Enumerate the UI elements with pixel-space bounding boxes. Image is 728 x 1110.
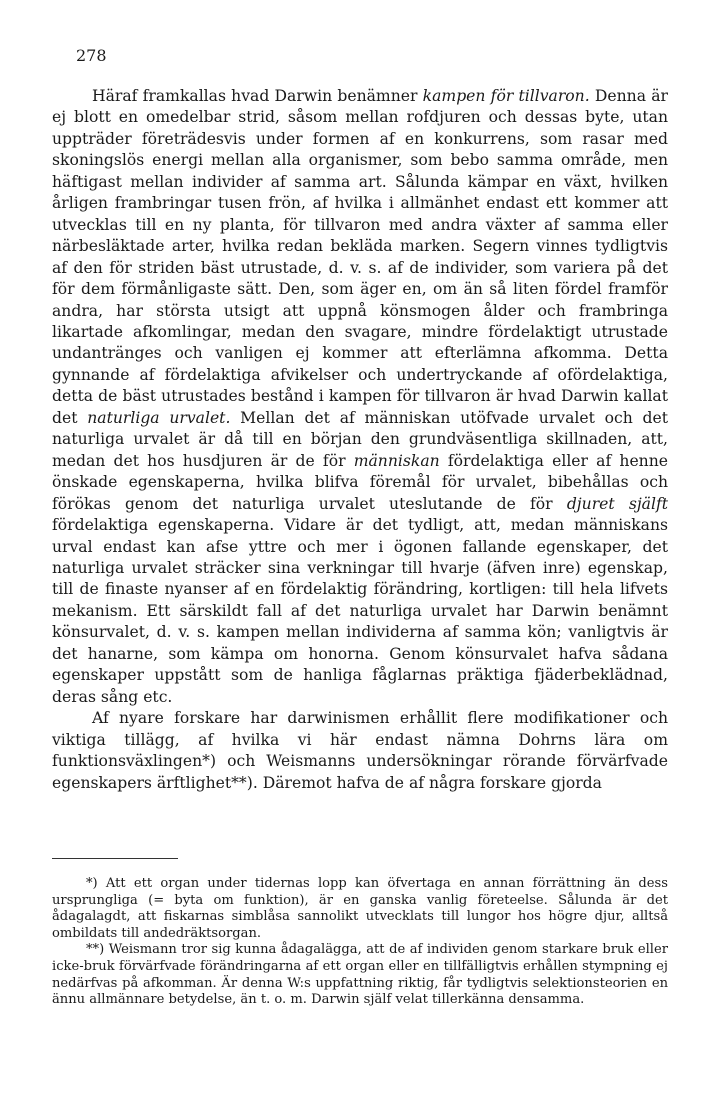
main-text xyxy=(52,86,668,794)
term-manniskan: människan xyxy=(353,451,440,470)
p1-part3: Mellan det af människan utöfvade urvalet och det naturliga urvalet är då till en början den grundväsentliga skillnaden, att, medan det hos husdjuren är de för xyxy=(52,408,669,470)
p1-part4: fördelaktiga eller af henne önskade egenskaperna, hvilka blifva föremål för urvalet, bibehållas och förökas genom det naturliga urvalet uteslutande de för xyxy=(52,451,668,513)
p1-lead: Häraf framkallas hvad Darwin benämner xyxy=(92,87,423,105)
paragraph-2: Af nyare forskare har darwinismen erhållit flere modifikationer och viktiga tillägg, af hvilka vi här endast nämna Dohrns lära om funktionsväxlingen*) och Weismanns undersökningar rörande förvärfvade egenskapers ärftlighet**). Däremot hafva de af några forskare gjorda xyxy=(52,709,668,792)
p1-part2: Denna är ej blott en omedelbar strid, såsom mellan rofdjuren och dessas byte, utan uppträder företrädesvis under formen af en konkurrens, som rasar med skoningslös energi mellan alla organismer, som bebo samma område, men häftigast mellan individer af samma art. Sålunda kämpar en växt, hvilken årligen frambringar tusen frön, af hvilka i allmänhet endast ett kommer att utvecklas till en ny planta, för tillvaron med andra växter af samma eller närbesläktade arter, hvilka redan bekläda marken. Segern vinnes tydligtvis af den för striden bäst utrustade, d. v. s. af de individer, som variera på det för dem förmånligaste sätt. Den, som äger en, om än så liten fördel framför andra, har största utsigt att uppnå könsmogen ålder och frambringa likartade afkomlingar, medan den svagare, mindre fördelaktigt utrustade undantränges och vanligen ej kommer att efterlämna afkomma. Detta gynnande af fördelaktiga afvikelser och undertryckande af ofördelaktiga, detta de bäst utrustades bestånd i kampen för tillvaron är hvad Darwin kallat det xyxy=(52,87,668,427)
footnote-1: *) Att ett organ under tidernas lopp kan öfvertaga en annan förrättning än dess ursprungliga (= byta om funktion), är en ganska vanlig företeelse. Sålunda är det ådagalagdt, att fiskarnas simblåsa sannolikt utvecklats till lungor hos högre djur, alltså ombildats till andedräktsorgan. xyxy=(52,876,668,941)
p1-part5: fördelaktiga egenskaperna. Vidare är det tydligt, att, medan människans urval endast kan afse yttre och mer i ögonen fallande egenskaper, det naturliga urvalet sträcker sina verkningar till hvarje (äfven inre) egenskap, till de finaste nyanser af en fördelaktig förändring, kortligen: till hela lifvets mekanism. Ett särskildt fall af det naturliga urvalet har Darwin benämnt könsurvalet, d. v. s. kampen mellan individerna af samma kön; vanligtvis är det hanarne, som kämpa om honorna. Genom könsurvalet hafva sådana egenskaper uppstått som de hanliga fåglarnas präktiga fjäderbeklädnad, deras sång etc. xyxy=(52,516,668,706)
page-number: 278 xyxy=(76,46,107,65)
footnote-rule xyxy=(52,858,178,859)
term-djuret-sjalft: djuret själft xyxy=(566,494,668,513)
paragraph-1 xyxy=(52,86,668,708)
footnote-2: **) Weismann tror sig kunna ådagalägga, att de af individen genom starkare bruk eller icke-bruk förvärfvade förändringarna af ett organ eller en tillfälligtvis erhållen stympning ej nedärfvas på afkomman. Är denna W:s uppfattning riktig, får tydligtvis selektionsteorien en ännu allmännare betydelse, än t. o. m. Darwin själf velat tillerkänna densamma. xyxy=(52,942,668,1008)
term-naturliga-urvalet: naturliga urvalet. xyxy=(87,408,231,427)
footnotes xyxy=(52,876,668,1009)
term-kampen: kampen för tillvaron. xyxy=(422,87,590,105)
